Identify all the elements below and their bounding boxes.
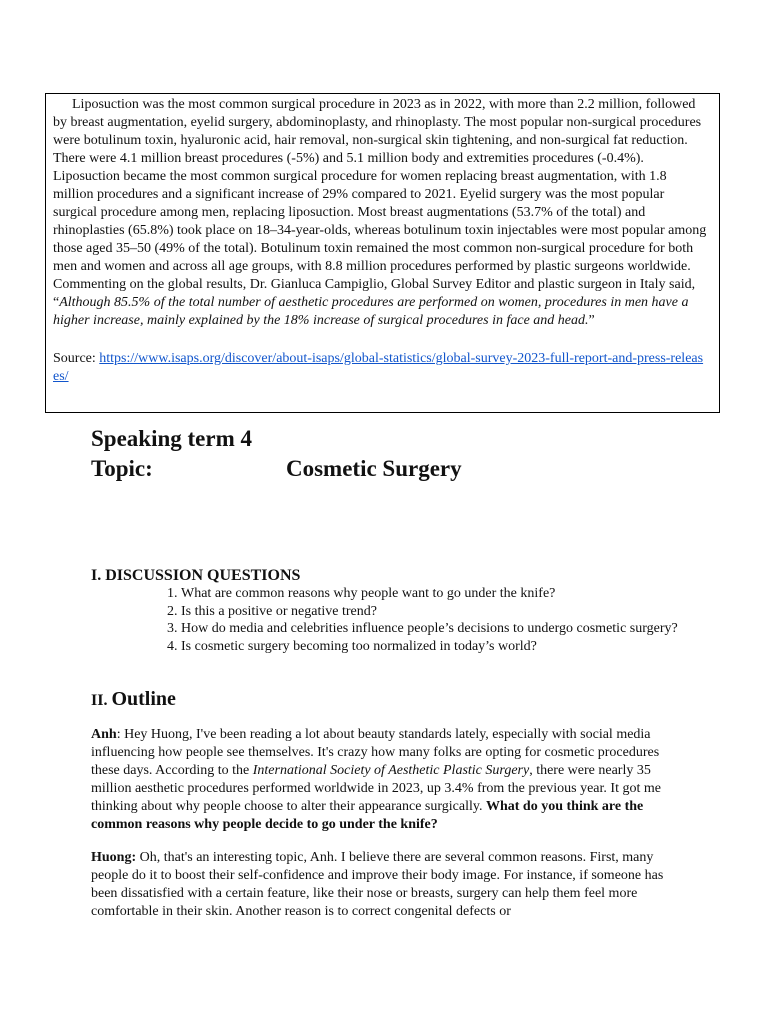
source-paragraph: [53, 96, 709, 330]
speaker-huong: Huong:: [91, 850, 137, 865]
speaker-anh: Anh: [91, 727, 117, 742]
term-heading: Speaking term 4: [91, 426, 252, 451]
quote-close: ”: [588, 313, 595, 328]
question-item: 1. What are common reasons why people want to go under the knife?: [181, 585, 741, 603]
dialogue-huong: [91, 849, 681, 921]
outline-numeral: II.: [91, 692, 108, 709]
question-item: 2. Is this a positive or negative trend?: [181, 603, 741, 621]
source-text-box: [45, 93, 720, 413]
topic-value: Cosmetic Surgery: [286, 456, 462, 481]
discussion-questions-title: I. DISCUSSION QUESTIONS: [91, 567, 301, 584]
source-label: Source:: [53, 351, 100, 366]
source-link[interactable]: https://www.isaps.org/discover/about-isaps/global-statistics/global-survey-2023-full-report-and-press-releases/: [53, 351, 704, 384]
anh-question: What do you think are the common reasons why people decide to go under the knife?: [91, 799, 644, 832]
question-item: 3. How do media and celebrities influence people’s decisions to undergo cosmetic surgery?: [181, 620, 741, 638]
source-citation: [53, 350, 709, 386]
dialogue-anh: [91, 726, 681, 834]
anh-text-2: , there were nearly 35 million aesthetic procedures performed worldwide in 2023, up 3.4% from the previous year. It got me thinking about why people choose to alter their appearance surgically.: [91, 763, 661, 814]
outline-title: [91, 687, 176, 713]
topic-label: Topic:: [91, 456, 153, 481]
huong-text: Oh, that's an interesting topic, Anh. I believe there are several common reasons. First, many people do it to boost their self-confidence and improve their body image. For instance, if someone has been dissatisfied with a certain feature, like their nose or breasts, surgery can help them feel more comfortable in their skin. Another reason is to correct congenital defects or: [91, 850, 664, 919]
discussion-questions-list: [91, 585, 741, 655]
quote-text: Although 85.5% of the total number of aesthetic procedures are performed on women, procedures in men have a higher increase, mainly explained by the 18% increase of surgical procedures in face and head.: [53, 295, 689, 328]
anh-text-italic: International Society of Aesthetic Plastic Surgery: [252, 763, 530, 778]
source-paragraph-text: Liposuction was the most common surgical procedure in 2023 as in 2022, with more than 2.2 million, followed by breast augmentation, eyelid surgery, abdominoplasty, and rhinoplasty. The most popular non-surgical procedures were botulinum toxin, hyaluronic acid, hair removal, non-surgical skin tightening, and non-surgical fat reduction. There were 4.1 million breast procedures (-5%) and 5.1 million body and extremities procedures (-0.4%). Liposuction became the most common surgical procedure for women replacing breast augmentation, with 1.8 million procedures and a significant increase of 29% compared to 2021. Eyelid surgery was the most popular surgical procedure among men, replacing liposuction. Most breast augmentations (53.7% of the total) and rhinoplasties (65.8%) took place on 18–34-year-olds, whereas botulinum toxin injectables were most popular among those aged 35–50 (49% of the total). Botulinum toxin remained the most common non-surgical procedure for both men and women and across all age groups, with 8.8 million procedures performed by plastic surgeons worldwide. Commenting on the global results, Dr. Gianluca Campiglio, Global Survey Editor and plastic surgeon in Italy said, “: [53, 97, 707, 310]
outline-heading: Outline: [111, 688, 176, 710]
anh-text-1: : Hey Huong, I've been reading a lot about beauty standards lately, especially with social media influencing how people see themselves. It's crazy how many folks are opting for cosmetic procedures these days. According to the: [91, 727, 660, 778]
question-item: 4. Is cosmetic surgery becoming too normalized in today’s world?: [181, 638, 741, 656]
